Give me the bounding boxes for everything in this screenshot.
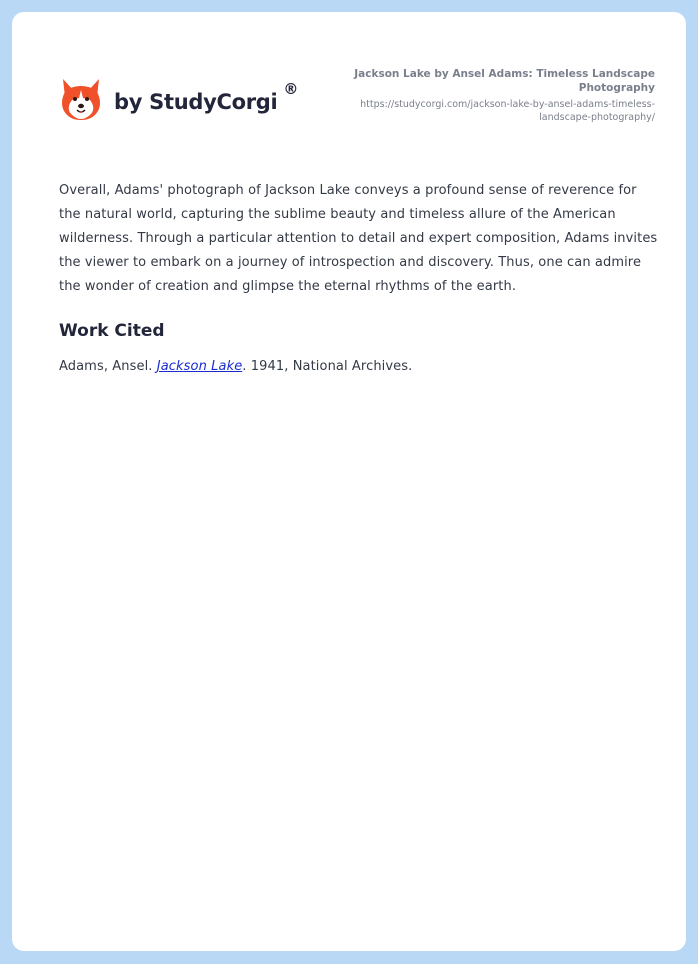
citation-title-link[interactable]: Jackson Lake xyxy=(156,359,243,374)
studycorgi-logo[interactable] xyxy=(60,76,298,122)
works-cited-heading: Work Cited xyxy=(59,321,165,341)
corgi-icon xyxy=(60,76,102,122)
document-page xyxy=(12,12,686,951)
body-paragraph: Overall, Adams' photograph of Jackson Lake conveys a profound sense of reverence for the natural world, capturing the sublime beauty and timeless allure of the American wilderness. Through a particular attention to detail and expert composition, Adams invites the viewer to embark on a journey of introspection and discovery. Thus, one can admire the wonder of creation and glimpse the eternal rhythms of the earth. xyxy=(59,183,658,294)
citation-details: . 1941, National Archives. xyxy=(242,359,413,374)
document-url[interactable]: https://studycorgi.com/jackson-lake-by-ansel-adams-timeless-landscape-photography/ xyxy=(360,99,655,123)
logo-text: by StudyCorgi xyxy=(114,90,278,114)
citation-author: Adams, Ansel. xyxy=(59,359,153,374)
registered-mark: ® xyxy=(283,80,299,98)
document-header-meta xyxy=(325,67,655,124)
document-content xyxy=(59,179,659,379)
citation-entry xyxy=(59,355,659,379)
document-title: Jackson Lake by Ansel Adams: Timeless Landscape Photography xyxy=(354,68,655,94)
